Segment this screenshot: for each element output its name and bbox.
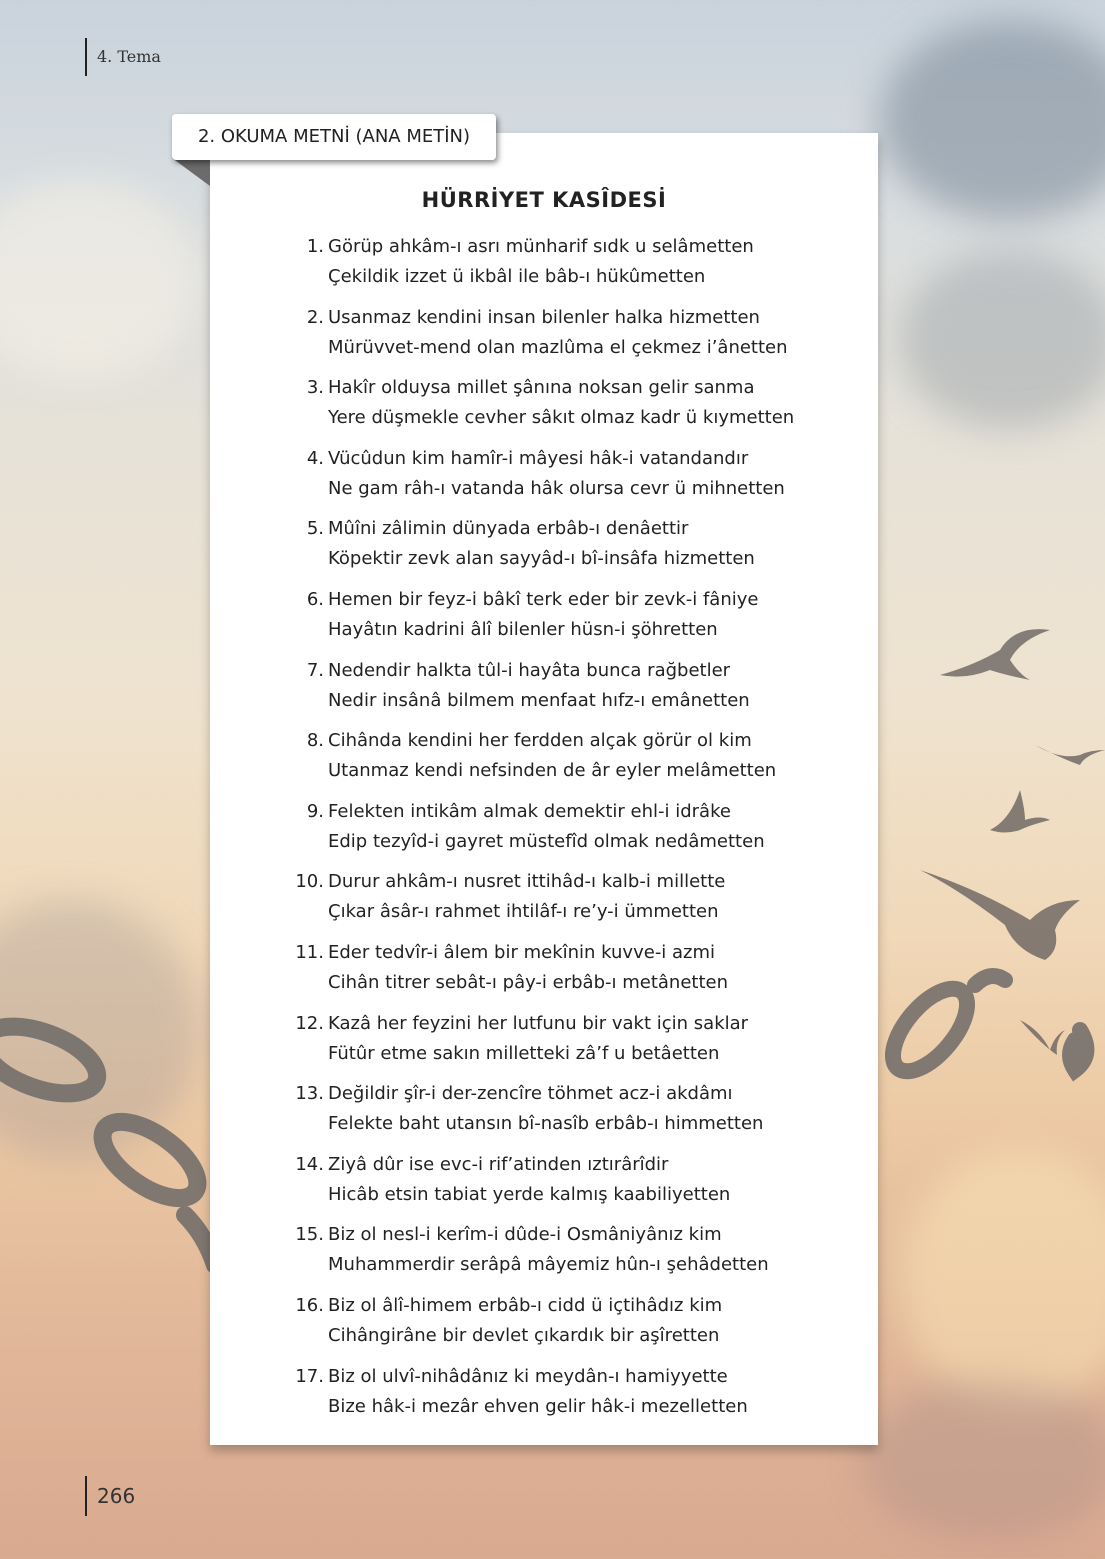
verse-number: 1. [306, 236, 324, 257]
verse-line-1: Mûîni zâlimin dünyada erbâb-ı denâettir [328, 518, 689, 540]
verse-line-1: Ziyâ dûr ise evc-i rif’atinden ıztırârîdir [328, 1153, 669, 1175]
verse-line-2: Köpektir zevk alan sayyâd-ı bî-insâfa hizmetten [328, 548, 755, 570]
verse [284, 444, 844, 515]
verse-line-1: Hemen bir feyz-i bâkî terk eder bir zevk-i fâniye [328, 588, 759, 610]
verse-line-1: Nedendir halkta tûl-i hayâta bunca rağbetler [328, 659, 731, 681]
verse-line-1: Felekten intikâm almak demektir ehl-i idrâke [328, 800, 731, 822]
verse-number: 2. [306, 306, 324, 328]
verse [284, 656, 844, 727]
verse-line-2: Fütûr etme sakın milletteki zâ’f u betâetten [328, 1042, 720, 1064]
verse-number: 6. [306, 588, 324, 610]
verse [284, 1362, 844, 1433]
verse [284, 938, 844, 1009]
verse [284, 232, 844, 303]
verse [284, 1079, 844, 1150]
verse [284, 1009, 844, 1080]
broken-chain-right-icon [879, 976, 1086, 1084]
verse [284, 867, 844, 938]
verse-line-2: Yere düşmekle cevher sâkıt olmaz kadr ü kıymetten [328, 407, 795, 429]
verse-line-2: Hicâb etsin tabiat yerde kalmış kaabiliyetten [328, 1183, 731, 1205]
verse-number: 12. [295, 1012, 324, 1034]
verse-line-2: Mürüvvet-mend olan mazlûma el çekmez i’ânetten [328, 336, 788, 358]
verse-line-1: Biz ol nesl-i kerîm-i dûde-i Osmâniyânız kim [328, 1224, 722, 1246]
verse-line-1: Cihânda kendini her ferdden alçak görür ol kim [328, 730, 752, 752]
poem-title: HÜRRİYET KASÎDESİ [421, 188, 667, 212]
verse-line-1: Görüp ahkâm-ı asrı münharif sıdk u selâmetten [328, 236, 754, 257]
verse-line-2: Felekte baht utansın bî-nasîb erbâb-ı himmetten [328, 1113, 764, 1135]
verse-number: 11. [295, 941, 324, 963]
verse-line-1: Durur ahkâm-ı nusret ittihâd-ı kalb-i millette [328, 871, 726, 893]
verse-line-1: Hakîr olduysa millet şânına noksan gelir sanma [328, 377, 755, 399]
verse-line-2: Utanmaz kendi nefsinden de âr eyler melâmetten [328, 760, 777, 782]
verse-number: 4. [306, 447, 324, 469]
verse-list [284, 232, 844, 1432]
section-tab: 2. OKUMA METNİ (ANA METİN) [172, 114, 496, 160]
verse-line-2: Hayâtın kadrini âlî bilenler hüsn-i şöhretten [328, 618, 718, 640]
verse [284, 514, 844, 585]
verse-number: 8. [306, 730, 324, 752]
page-number: 266 [85, 1476, 135, 1516]
verse-line-2: Muhammerdir serâpâ mâyemiz hûn-ı şehâdetten [328, 1254, 769, 1276]
verse-line-1: Usanmaz kendini insan bilenler halka hizmetten [328, 306, 760, 328]
verse-line-2: Cihân titrer sebât-ı pây-i erbâb-ı metânetten [328, 971, 728, 993]
verse-line-1: Kazâ her feyzini her lutfunu bir vakt için saklar [328, 1012, 749, 1034]
verse-number: 16. [295, 1294, 324, 1316]
verse-line-2: Cihângirâne bir devlet çıkardık bir aşîretten [328, 1324, 720, 1346]
verse-line-1: Biz ol âlî-himem erbâb-ı cidd ü içtihâdız kim [328, 1294, 723, 1316]
verse-number: 15. [295, 1224, 324, 1246]
verse-number: 3. [306, 377, 324, 399]
verse-number: 10. [295, 871, 324, 893]
verse [284, 726, 844, 797]
verse-number: 14. [295, 1153, 324, 1175]
verse [284, 797, 844, 868]
verse [284, 585, 844, 656]
verse-number: 17. [295, 1365, 324, 1387]
verse-line-2: Nedir insânâ bilmem menfaat hıfz-ı emânetten [328, 689, 750, 711]
verse [284, 1220, 844, 1291]
verse-line-2: Ne gam râh-ı vatanda hâk olursa cevr ü mihnetten [328, 477, 785, 499]
verse [284, 1291, 844, 1362]
tab-fold [172, 158, 210, 186]
verse-line-1: Değildir şîr-i der-zencîre töhmet acz-i akdâmı [328, 1083, 733, 1105]
verse-line-2: Çekildik izzet ü ikbâl ile bâb-ı hükûmetten [328, 266, 706, 287]
verse-line-2: Bize hâk-i mezâr ehven gelir hâk-i mezelletten [328, 1395, 748, 1417]
verse [284, 303, 844, 374]
verse-line-1: Biz ol ulvî-nihâdânız ki meydân-ı hamiyyette [328, 1365, 728, 1387]
verse-line-1: Vücûdun kim hamîr-i mâyesi hâk-i vatandandır [328, 447, 749, 469]
verse-number: 7. [306, 659, 324, 681]
verse [284, 1150, 844, 1221]
verse-line-1: Eder tedvîr-i âlem bir mekînin kuvve-i azmi [328, 941, 716, 963]
verse-line-2: Edip tezyîd-i gayret müstefîd olmak nedâmetten [328, 830, 765, 852]
verse-number: 5. [306, 518, 324, 540]
broken-chain-left-icon [0, 1013, 215, 1265]
verse-number: 9. [306, 800, 324, 822]
chapter-label: 4. Tema [85, 38, 161, 76]
verse [284, 373, 844, 444]
verse-number: 13. [295, 1083, 324, 1105]
verse-line-2: Çıkar âsâr-ı rahmet ihtilâf-ı re’y-i ümmetten [328, 901, 719, 923]
